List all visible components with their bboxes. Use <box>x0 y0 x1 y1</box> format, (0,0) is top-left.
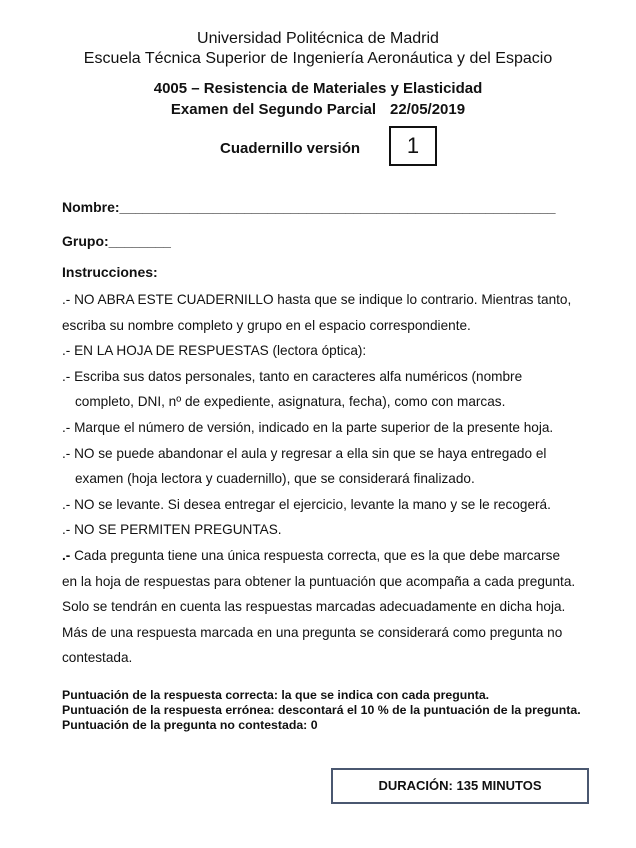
instruction-line: .- NO se puede abandonar el aula y regresar a ella sin que se haya entregado el <box>62 445 547 461</box>
instruction-line: .- NO SE PERMITEN PREGUNTAS. <box>62 522 282 538</box>
exam-date: 22/05/2019 <box>390 101 466 118</box>
school-name: Escuela Técnica Superior de Ingeniería Aeronáutica y del Espacio <box>83 50 553 67</box>
instruction-line: .- EN LA HOJA DE RESPUESTAS (lectora óptica): <box>62 343 367 359</box>
instruction-text: Cada pregunta tiene una única respuesta correcta, que es la que debe marcarse <box>74 547 561 563</box>
course-title: 4005 – Resistencia de Materiales y Elasticidad <box>153 80 483 97</box>
duration-box: DURACIÓN: 135 MINUTOS <box>331 768 589 804</box>
instruction-line: .- NO se levante. Si desea entregar el ejercicio, levante la mano y se le recogerá. <box>62 496 551 512</box>
instruction-line: escriba su nombre completo y grupo en el espacio correspondiente. <box>62 317 471 333</box>
group-field: Grupo:________ <box>62 233 171 249</box>
version-number-box: 1 <box>389 126 437 166</box>
instruction-line: examen (hoja lectora y cuadernillo), que se considerará finalizado. <box>75 471 475 487</box>
instruction-bullet: .- <box>62 547 71 563</box>
instruction-line: en la hoja de respuestas para obtener la puntuación que acompaña a cada pregunta. <box>62 573 576 589</box>
instruction-line: .- Marque el número de versión, indicado en la parte superior de la presente hoja. <box>62 419 554 435</box>
instruction-line: .- NO ABRA ESTE CUADERNILLO hasta que se indique lo contrario. Mientras tanto, <box>62 292 572 307</box>
exam-title <box>0 101 636 118</box>
instruction-line: contestada. <box>62 650 133 666</box>
instruction-line: .- Escriba sus datos personales, tanto en caracteres alfa numéricos (nombre <box>62 368 523 384</box>
exam-name: Examen del Segundo Parcial <box>170 101 376 118</box>
instructions-title: Instrucciones: <box>62 264 158 280</box>
scoring-rules <box>62 688 581 733</box>
instructions-list <box>62 287 622 671</box>
instruction-line: Más de una respuesta marcada en una pregunta se considerará como pregunta no <box>62 624 563 640</box>
name-field: Nombre:________________________________________________________ <box>62 199 556 215</box>
instruction-line: completo, DNI, nº de expediente, asignatura, fecha), como con marcas. <box>75 394 506 410</box>
scoring-correct: Puntuación de la respuesta correcta: la que se indica con cada pregunta. <box>62 688 490 702</box>
university-name: Universidad Politécnica de Madrid <box>197 30 439 47</box>
version-label: Cuadernillo versión <box>220 140 361 157</box>
instruction-line: Solo se tendrán en cuenta las respuestas marcadas adecuadamente en dicha hoja. <box>62 599 566 615</box>
instruction-line <box>62 543 622 569</box>
scoring-blank: Puntuación de la pregunta no contestada: 0 <box>62 718 318 732</box>
scoring-wrong: Puntuación de la respuesta errónea: descontará el 10 % de la puntuación de la pregunta. <box>62 703 581 717</box>
